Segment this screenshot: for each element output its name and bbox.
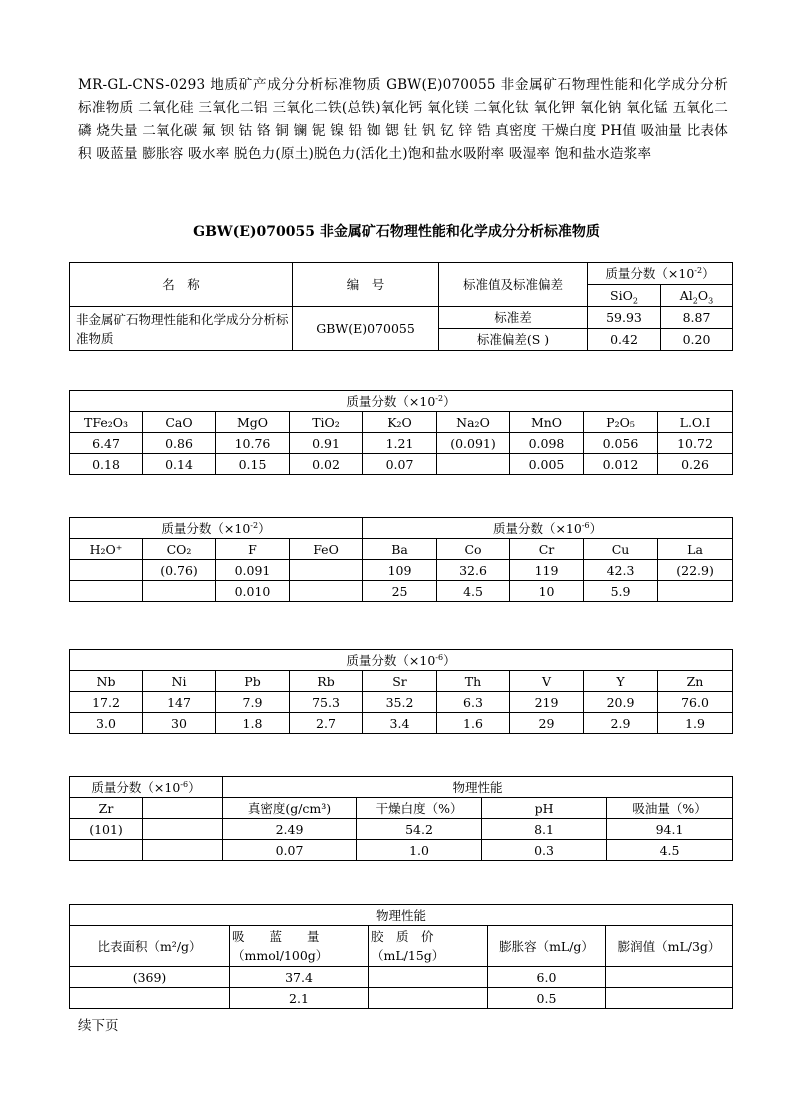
header-standard: 标准值及标准偏差 xyxy=(439,263,588,307)
cell: 7.9 xyxy=(216,692,290,713)
cell: 6.3 xyxy=(437,692,510,713)
cell: (0.091) xyxy=(437,433,510,454)
cell: 6.47 xyxy=(70,433,143,454)
cell: 0.42 xyxy=(588,329,661,351)
cell: 5.9 xyxy=(584,581,658,602)
cell: 1.8 xyxy=(216,713,290,734)
cell xyxy=(606,988,733,1009)
cell: 4.5 xyxy=(437,581,510,602)
col-header: Pb xyxy=(216,671,290,692)
col-header: K₂O xyxy=(363,412,437,433)
cell: (369) xyxy=(70,967,230,988)
cell xyxy=(290,560,363,581)
cell: 1.6 xyxy=(437,713,510,734)
col-header: TiO₂ xyxy=(290,412,363,433)
table-header-a: 质量分数$(\times 10^{-2})$ xyxy=(70,518,363,539)
cell: 25 xyxy=(363,581,437,602)
cell: 4.5 xyxy=(607,840,733,861)
table-major-oxides xyxy=(69,390,733,475)
cell: 109 xyxy=(363,560,437,581)
col-header xyxy=(143,798,223,819)
cell: 147 xyxy=(143,692,216,713)
cell: 54.2 xyxy=(357,819,482,840)
cell xyxy=(143,819,223,840)
col-header: Ni xyxy=(143,671,216,692)
cell: (22.9) xyxy=(658,560,733,581)
row-label: 标准偏差(S ) xyxy=(439,329,588,351)
col-header: pH xyxy=(482,798,607,819)
col-header: FeO xyxy=(290,539,363,560)
col-header: 干燥白度（%） xyxy=(357,798,482,819)
cell: 1.0 xyxy=(357,840,482,861)
col-header: Th xyxy=(437,671,510,692)
cell xyxy=(437,454,510,475)
col-header: Co xyxy=(437,539,510,560)
cell: 37.4 xyxy=(230,967,369,988)
cell: 0.07 xyxy=(223,840,357,861)
cell: 6.0 xyxy=(488,967,606,988)
cell xyxy=(70,840,143,861)
continued-note: 续下页 xyxy=(78,1018,119,1034)
col-header: 胶 质 价（mL/15g） xyxy=(369,926,488,967)
cell: 10 xyxy=(510,581,584,602)
cell: 0.14 xyxy=(143,454,216,475)
cell: 2.49 xyxy=(223,819,357,840)
cell: 0.18 xyxy=(70,454,143,475)
cell: 1.9 xyxy=(658,713,733,734)
material-code: GBW(E)070055 xyxy=(293,307,439,351)
table-minor-elements-b xyxy=(69,649,733,734)
cell: 0.86 xyxy=(143,433,216,454)
cell: 0.26 xyxy=(658,454,733,475)
cell: 0.005 xyxy=(510,454,584,475)
table-reference-values xyxy=(69,262,733,351)
table-header: 物理性能 xyxy=(70,905,733,926)
col-header: Sr xyxy=(363,671,437,692)
cell xyxy=(369,988,488,1009)
intro-paragraph: MR-GL-CNS-0293 地质矿产成分分析标准物质 GBW(E)070055 非金属矿石物理性能和化学成分分析标准物质 二氧化硅 三氧化二铝 三氧化二铁(总铁)氧化钙 氧化镁 二氧化钛 氧化钾 氧化钠 氧化锰 五氧化二磷 烧失量 二氧化碳 氟 钡 钴 铬 铜 镧 铌 镍 铅 铷 锶 钍 钒 钇 锌 锆 真密度 干燥白度 PH值 吸油量 比表体积 吸蓝量 膨胀容 吸水率 脱色力(原土)脱色力(活化土)饱和盐水吸附率 吸湿率 饱和盐水造浆率 xyxy=(78,77,728,162)
cell xyxy=(606,967,733,988)
col-header: Zn xyxy=(658,671,733,692)
cell: 35.2 xyxy=(363,692,437,713)
cell: 0.098 xyxy=(510,433,584,454)
page-title: GBW(E)070055 非金属矿石物理性能和化学成分分析标准物质 xyxy=(193,224,600,240)
col-al2o3: $Al_2O_3$ xyxy=(661,285,733,307)
cell xyxy=(290,581,363,602)
cell: 0.010 xyxy=(216,581,290,602)
cell: 10.76 xyxy=(216,433,290,454)
col-header: 吸油量（%） xyxy=(607,798,733,819)
cell: 0.012 xyxy=(584,454,658,475)
cell xyxy=(143,840,223,861)
table-header: 质量分数$(\times 10^{-2})$ xyxy=(70,391,733,412)
cell: 0.056 xyxy=(584,433,658,454)
col-sio2: SiO$_2$ xyxy=(588,285,661,307)
cell: 30 xyxy=(143,713,216,734)
cell: 8.1 xyxy=(482,819,607,840)
table-header: 质量分数$(\times 10^{-6})$ xyxy=(70,650,733,671)
cell: 42.3 xyxy=(584,560,658,581)
cell xyxy=(70,988,230,1009)
cell: 76.0 xyxy=(658,692,733,713)
cell: 0.15 xyxy=(216,454,290,475)
table-header-a: 质量分数$(\times 10^{-6})$ xyxy=(70,777,223,798)
cell: 0.07 xyxy=(363,454,437,475)
cell: 0.5 xyxy=(488,988,606,1009)
cell: 75.3 xyxy=(290,692,363,713)
col-header: MnO xyxy=(510,412,584,433)
cell: 10.72 xyxy=(658,433,733,454)
cell: 20.9 xyxy=(584,692,658,713)
col-header: La xyxy=(658,539,733,560)
header-name: 名 称 xyxy=(70,263,293,307)
cell: 59.93 xyxy=(588,307,661,329)
cell xyxy=(70,581,143,602)
cell xyxy=(369,967,488,988)
cell: 0.20 xyxy=(661,329,733,351)
table-physical-a xyxy=(69,776,733,861)
cell: 2.1 xyxy=(230,988,369,1009)
col-header: Cr xyxy=(510,539,584,560)
table-header-b: 物理性能 xyxy=(223,777,733,798)
table-physical-b xyxy=(69,904,733,1009)
cell: (101) xyxy=(70,819,143,840)
cell: 0.3 xyxy=(482,840,607,861)
row-label: 标准差 xyxy=(439,307,588,329)
col-header: 比表面积（m²/g） xyxy=(70,926,230,967)
cell xyxy=(70,560,143,581)
cell xyxy=(143,581,216,602)
cell: 119 xyxy=(510,560,584,581)
col-header: Rb xyxy=(290,671,363,692)
cell: 3.0 xyxy=(70,713,143,734)
col-header: Na₂O xyxy=(437,412,510,433)
col-header: Zr xyxy=(70,798,143,819)
cell: 29 xyxy=(510,713,584,734)
col-header: 膨润值（mL/3g） xyxy=(606,926,733,967)
col-header: 真密度(g/cm³) xyxy=(223,798,357,819)
table-header-b: 质量分数$(\times 10^{-6})$ xyxy=(363,518,733,539)
col-header: MgO xyxy=(216,412,290,433)
cell xyxy=(658,581,733,602)
cell: 0.091 xyxy=(216,560,290,581)
header-mass-fraction: 质量分数$(\times 10^{-2})$ xyxy=(588,263,733,285)
cell: 2.7 xyxy=(290,713,363,734)
col-header: L.O.I xyxy=(658,412,733,433)
cell: 94.1 xyxy=(607,819,733,840)
col-header: Nb xyxy=(70,671,143,692)
col-header: 吸 蓝 量（mmol/100g） xyxy=(230,926,369,967)
col-header: CO₂ xyxy=(143,539,216,560)
col-header: 膨胀容（mL/g） xyxy=(488,926,606,967)
col-header: TFe₂O₃ xyxy=(70,412,143,433)
cell: 0.02 xyxy=(290,454,363,475)
cell: 0.91 xyxy=(290,433,363,454)
cell: 32.6 xyxy=(437,560,510,581)
cell: 17.2 xyxy=(70,692,143,713)
col-header: P₂O₅ xyxy=(584,412,658,433)
col-header: H₂O⁺ xyxy=(70,539,143,560)
cell: 219 xyxy=(510,692,584,713)
col-header: Ba xyxy=(363,539,437,560)
header-code: 编 号 xyxy=(293,263,439,307)
col-header: Cu xyxy=(584,539,658,560)
cell: (0.76) xyxy=(143,560,216,581)
cell: 8.87 xyxy=(661,307,733,329)
cell: 3.4 xyxy=(363,713,437,734)
cell: 1.21 xyxy=(363,433,437,454)
col-header: CaO xyxy=(143,412,216,433)
col-header: V xyxy=(510,671,584,692)
cell: 2.9 xyxy=(584,713,658,734)
col-header: Y xyxy=(584,671,658,692)
col-header: F xyxy=(216,539,290,560)
material-name: 非金属矿石物理性能和化学成分分析标准物质 xyxy=(70,307,293,351)
table-minor-elements-a xyxy=(69,517,733,602)
